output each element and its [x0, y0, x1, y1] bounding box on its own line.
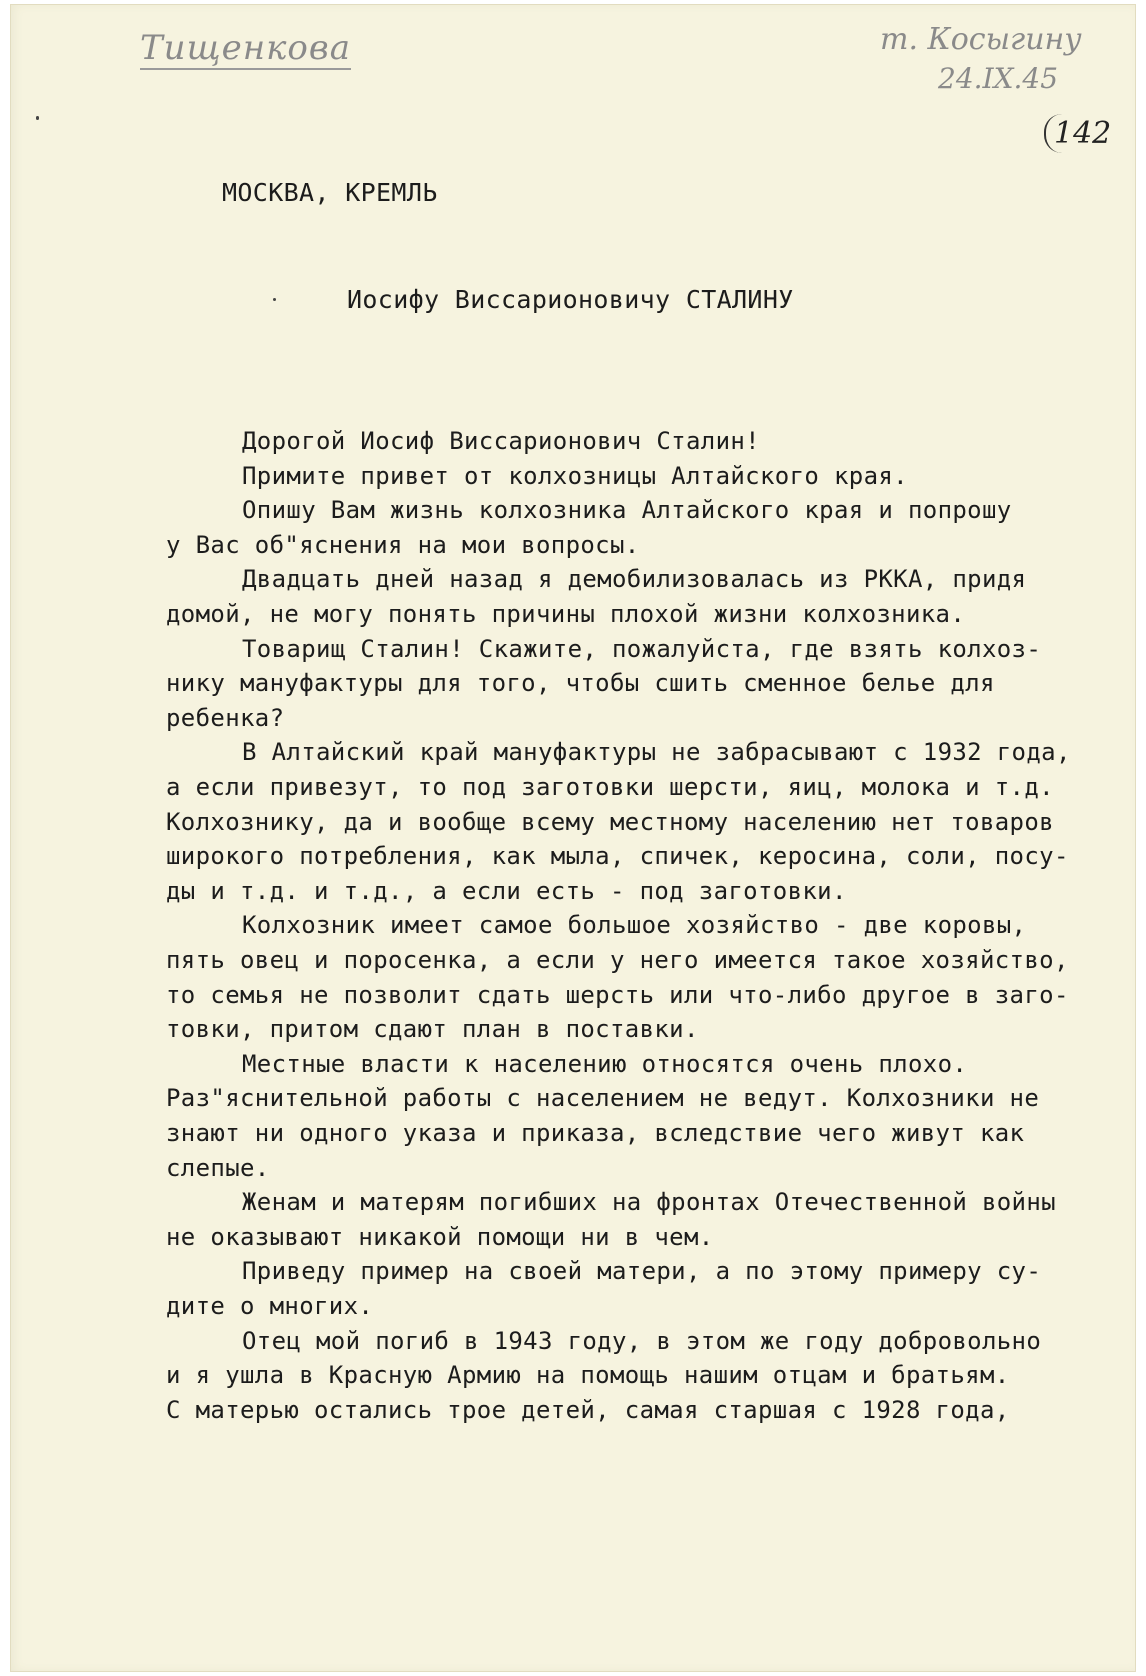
handwritten-addressee-annotation: т. Косыгину — [880, 22, 1082, 57]
handwritten-date-annotation: 24.IX.45 — [938, 62, 1059, 95]
letter-line: ды и т.д. и т.д., а если есть - под заготовки. — [166, 876, 847, 905]
letter-line: то семья не позволит сдать шерсть или что-либо другое в заго- — [166, 980, 1069, 1009]
letter-recipient: Иосифу Виссарионовичу СТАЛИНУ — [347, 285, 794, 314]
letter-line: слепые. — [166, 1153, 270, 1182]
letter-line: товки, притом сдают план в поставки. — [166, 1015, 699, 1044]
letter-line: широкого потребления, как мыла, спичек, керосина, соли, посу- — [166, 842, 1069, 871]
letter-line: не оказывают никакой помощи ни в чем. — [166, 1222, 714, 1251]
letter-line: Отец мой погиб в 1943 году, в этом же году добровольно — [242, 1326, 1042, 1355]
letter-line: Колхозник имеет самое большое хозяйство - две коровы, — [242, 911, 1027, 940]
letter-line: С матерью остались трое детей, самая старшая с 1928 года, — [166, 1395, 1010, 1424]
letter-line: и я ушла в Красную Армию на помощь нашим отцам и братьям. — [166, 1361, 1010, 1390]
letter-address: МОСКВА, КРЕМЛЬ — [222, 178, 438, 207]
archive-page-number: 142 — [1044, 114, 1117, 153]
letter-line: Товарищ Сталин! Скажите, пожалуйста, где взять колхоз- — [242, 634, 1042, 663]
paper-speck — [36, 116, 39, 120]
letter-line: знают ни одного указа и приказа, вследствие чего живут как — [166, 1119, 1025, 1147]
letter-line: дите о многих. — [166, 1292, 374, 1320]
letter-line: Раз"яснительной работы с населением не ведут. Колхозники не — [166, 1084, 1040, 1113]
letter-line: Женам и матерям погибших на фронтах Отечественной войны — [242, 1188, 1056, 1217]
paper-speck — [273, 298, 276, 301]
letter-line: ребенка? — [166, 703, 285, 732]
letter-line: а если привезут, то под заготовки шерсти, яиц, молока и т.д. — [166, 773, 1054, 801]
letter-line: нику мануфактуры для того, чтобы сшить сменное белье для — [166, 669, 995, 698]
letter-line: Местные власти к населению относятся очень плохо. — [242, 1049, 968, 1078]
letter-line: пять овец и поросенка, а если у него имеется такое хозяйство, — [166, 946, 1069, 974]
letter-line: Дорогой Иосиф Виссарионович Сталин! — [242, 427, 760, 455]
handwritten-name-annotation: Тищенкова — [140, 28, 351, 68]
letter-line: Примите привет от колхозницы Алтайского края. — [242, 461, 908, 490]
letter-line: у Вас об"яснения на мои вопросы. — [166, 530, 640, 559]
letter-line: домой, не могу понять причины плохой жизни колхозника. — [166, 600, 966, 628]
letter-line: Опишу Вам жизнь колхозника Алтайского края и попрошу — [242, 496, 1012, 525]
letter-line: Приведу пример на своей матери, а по этому примеру су- — [242, 1257, 1042, 1286]
letter-line: Колхознику, да и вообще всему местному населению нет товаров — [166, 807, 1054, 836]
letter-line: В Алтайский край мануфактуры не забрасывают с 1932 года, — [242, 738, 1071, 767]
letter-line: Двадцать дней назад я демобилизовалась из РККА, придя — [242, 565, 1027, 594]
